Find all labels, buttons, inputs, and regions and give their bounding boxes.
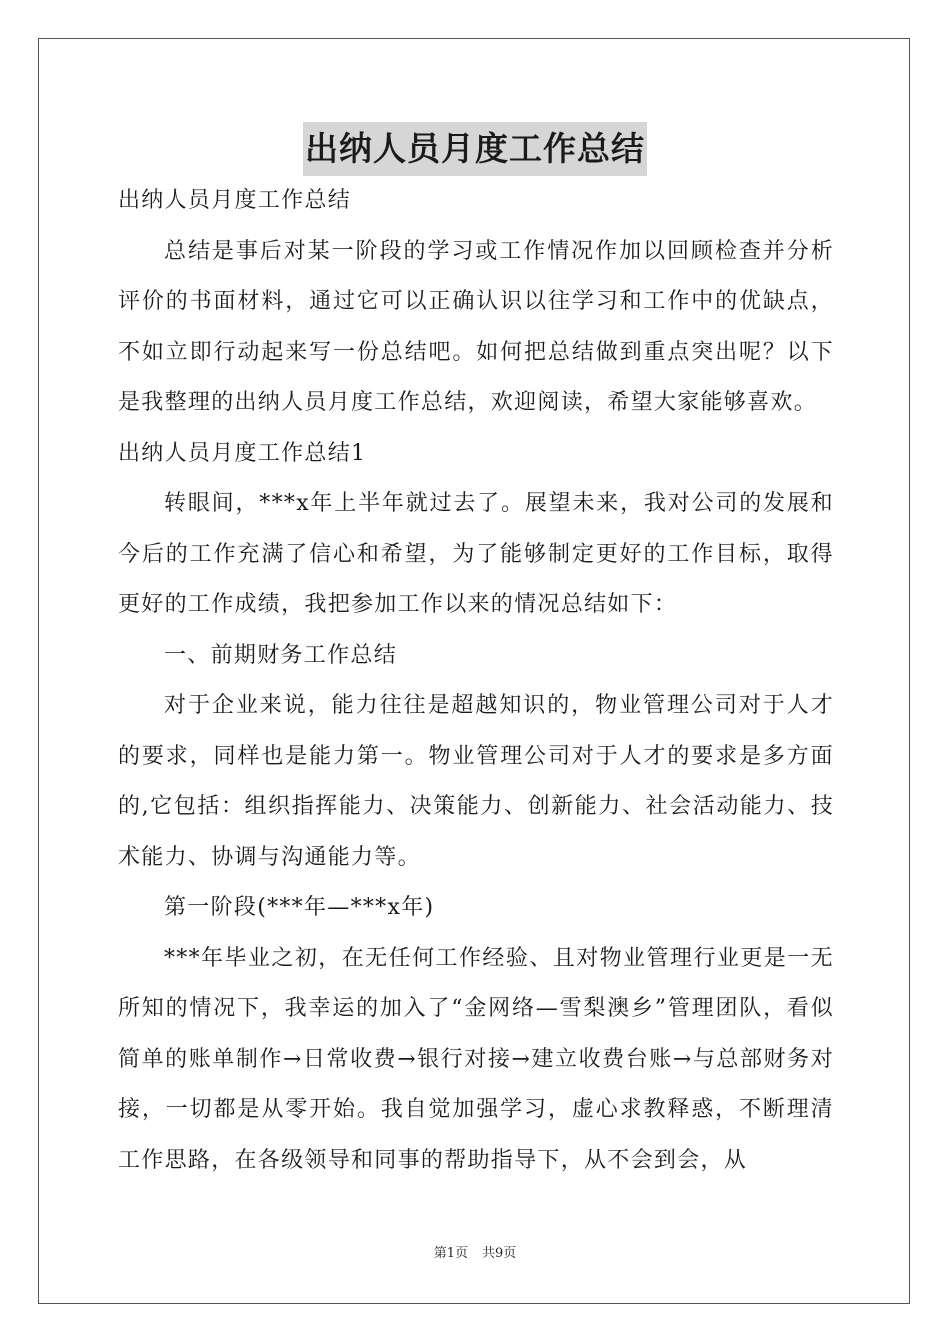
page-number: 第1页 — [433, 1246, 468, 1261]
subsection-heading: 一、前期财务工作总结 — [164, 642, 398, 668]
body-paragraph: ***年毕业之初，在无任何工作经验、且对物业管理行业更是一无所知的情况下，我幸运的加入了“金网络—雪梨澳乡”管理团队，看似简单的账单制作→日常收费→银行对接→建立收费台账→与总部财务对接，一切都是从零开始。我自觉加强学习，虚心求教释惑，不断理清工作思路，在各级领导和同事的帮助指导下，从不会到会，从 — [118, 945, 834, 1173]
body-paragraph: 转眼间，***x年上半年就过去了。展望未来，我对公司的发展和今后的工作充满了信心和希望，为了能够制定更好的工作目标，取得更好的工作成绩，我把参加工作以来的情况总结如下： — [118, 491, 834, 617]
document-body — [118, 176, 834, 1186]
subtitle-line: 出纳人员月度工作总结 — [118, 188, 352, 213]
section-heading: 出纳人员月度工作总结1 — [118, 440, 367, 466]
page-total: 共9页 — [482, 1246, 517, 1261]
page-footer — [0, 1244, 950, 1264]
document-title: 出纳人员月度工作总结 — [303, 122, 647, 176]
title-container — [0, 122, 950, 176]
body-paragraph: 对于企业来说，能力往往是超越知识的，物业管理公司对于人才的要求，同样也是能力第一。物业管理公司对于人才的要求是多方面的,它包括：组织指挥能力、决策能力、创新能力、社会活动能力、技术能力、协调与沟通能力等。 — [118, 693, 834, 870]
intro-paragraph: 总结是事后对某一阶段的学习或工作情况作加以回顾检查并分析评价的书面材料，通过它可以正确认识以往学习和工作中的优缺点，不如立即行动起来写一份总结吧。如何把总结做到重点突出呢？以下是我整理的出纳人员月度工作总结，欢迎阅读，希望大家能够喜欢。 — [118, 238, 834, 415]
stage-heading: 第一阶段(***年—***x年) — [164, 895, 435, 920]
